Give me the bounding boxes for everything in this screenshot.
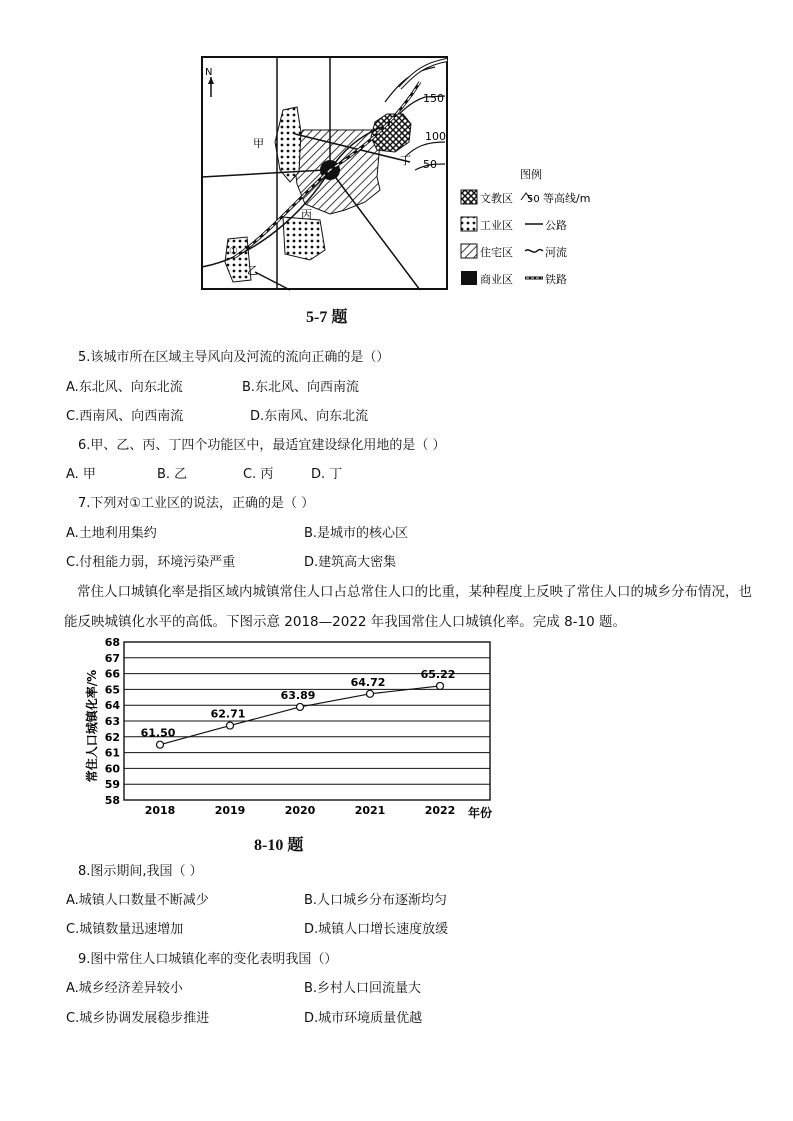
q6-stem: 6.甲、乙、丙、丁四个功能区中，最适宜建设绿化用地的是（ ） [78, 438, 446, 453]
area-label-circled-1: ① [229, 246, 238, 257]
q7-option-a: A.土地利用集约 [66, 526, 157, 541]
legend-residential-swatch [461, 244, 477, 258]
q5-option-d: D.东南风、向东北流 [250, 409, 369, 424]
data-point [227, 722, 234, 729]
q7-option-c: C.付租能力弱，环境污染严重 [66, 555, 236, 570]
x-tick-label: 2022 [424, 804, 456, 817]
legend-river: 河流 [545, 246, 567, 259]
chart-y-axis-label: 常住人口城镇化率/% [85, 669, 99, 783]
y-tick-label: 60 [104, 762, 120, 776]
q8-option-d: D.城镇人口增长速度放缓 [304, 922, 449, 937]
q8-option-a: A.城镇人口数量不断减少 [66, 893, 209, 908]
data-point [297, 703, 304, 710]
legend-residential: 住宅区 [480, 246, 513, 259]
q8-option-b: B.人口城乡分布逐渐均匀 [304, 893, 448, 908]
legend-education: 文教区 [480, 192, 513, 205]
legend-railway: 铁路 [545, 273, 567, 286]
map-legend [461, 167, 590, 286]
legend-industry: 工业区 [480, 219, 513, 232]
y-tick-label: 62 [104, 730, 120, 744]
q9-stem: 9.图中常住人口城镇化率的变化表明我国（） [78, 952, 338, 967]
x-tick-label: 2021 [354, 804, 386, 817]
q9-option-c: C.城乡协调发展稳步推进 [66, 1011, 210, 1026]
legend-contour: 等高线/m [543, 192, 591, 205]
y-tick-label: 63 [104, 715, 120, 728]
q8-stem: 8.图示期间,我国（ ） [78, 864, 203, 879]
contour-label-150: 150 [423, 92, 444, 105]
area-label-yi: 乙 [247, 264, 258, 277]
q6-option-b: B. 乙 [157, 467, 188, 482]
legend-commercial: 商业区 [480, 273, 513, 286]
north-label: N [205, 67, 213, 78]
x-tick-label: 2018 [144, 804, 176, 817]
legend-industry-swatch [461, 217, 477, 231]
chart-caption: 8-10 题 [254, 837, 304, 854]
y-tick-label: 68 [104, 636, 120, 649]
x-tick-label: 2020 [284, 804, 316, 817]
q9-option-a: A.城乡经济差异较小 [66, 981, 183, 996]
q6-option-a: A. 甲 [66, 467, 96, 482]
q5-stem: 5.该城市所在区域主导风向及河流的流向正确的是（） [78, 350, 390, 365]
legend-title: 图例 [520, 168, 542, 181]
city-map [195, 52, 605, 297]
data-point [157, 741, 164, 748]
map-caption: 5-7 题 [306, 309, 348, 326]
q7-option-b: B.是城市的核心区 [304, 526, 409, 541]
intro-paragraph: 常住人口城镇化率是指区域内城镇常住人口占总常住人口的比重，某种程度上反映了常住人口的城乡分布情况，也能反映城镇化水平的高低。下图示意 2018—2022 年我国常住人口城镇化率。完成 8-10 题。 [64, 584, 752, 630]
contour-label-50: 50 [423, 158, 437, 171]
industrial-zone-bing [283, 217, 325, 260]
y-tick-label: 64 [104, 699, 120, 713]
area-label-ding: 丁 [400, 154, 411, 167]
y-tick-label: 58 [104, 794, 120, 807]
data-label: 63.89 [280, 688, 316, 702]
legend-commercial-swatch [461, 271, 477, 285]
q9-option-d: D.城市环境质量优越 [304, 1011, 423, 1026]
legend-education-swatch [461, 190, 477, 204]
q6-option-d: D. 丁 [311, 467, 343, 482]
q5-option-b: B.东北风、向西南流 [242, 380, 360, 395]
legend-contour-value: 50 [527, 194, 540, 205]
q5-option-c: C.西南风、向西南流 [66, 409, 184, 424]
y-tick-label: 65 [104, 683, 120, 697]
legend-road: 公路 [545, 219, 567, 232]
q5-option-a: A.东北风、向东北流 [66, 380, 183, 395]
y-tick-label: 66 [104, 667, 120, 681]
data-label: 62.71 [210, 707, 246, 721]
y-tick-label: 59 [104, 778, 120, 792]
urbanization-chart [80, 632, 500, 827]
data-label: 65.22 [420, 667, 456, 681]
data-label: 61.50 [140, 726, 176, 740]
q7-option-d: D.建筑高大密集 [304, 555, 397, 570]
q7-stem: 7.下列对①工业区的说法，正确的是（ ） [78, 496, 315, 511]
contour-label-100: 100 [425, 130, 446, 143]
area-label-jia: 甲 [253, 137, 264, 150]
q8-option-c: C.城镇数量迅速增加 [66, 922, 184, 937]
chart-x-axis-label: 年份 [468, 806, 493, 820]
area-label-bing: 丙 [301, 208, 312, 221]
q6-option-c: C. 丙 [243, 467, 274, 482]
data-point [367, 690, 374, 697]
x-tick-label: 2019 [214, 804, 246, 817]
q9-option-b: B.乡村人口回流量大 [304, 981, 422, 996]
data-point [437, 682, 444, 689]
y-tick-label: 61 [104, 746, 120, 760]
data-label: 64.72 [350, 675, 386, 689]
y-tick-label: 67 [104, 651, 120, 665]
